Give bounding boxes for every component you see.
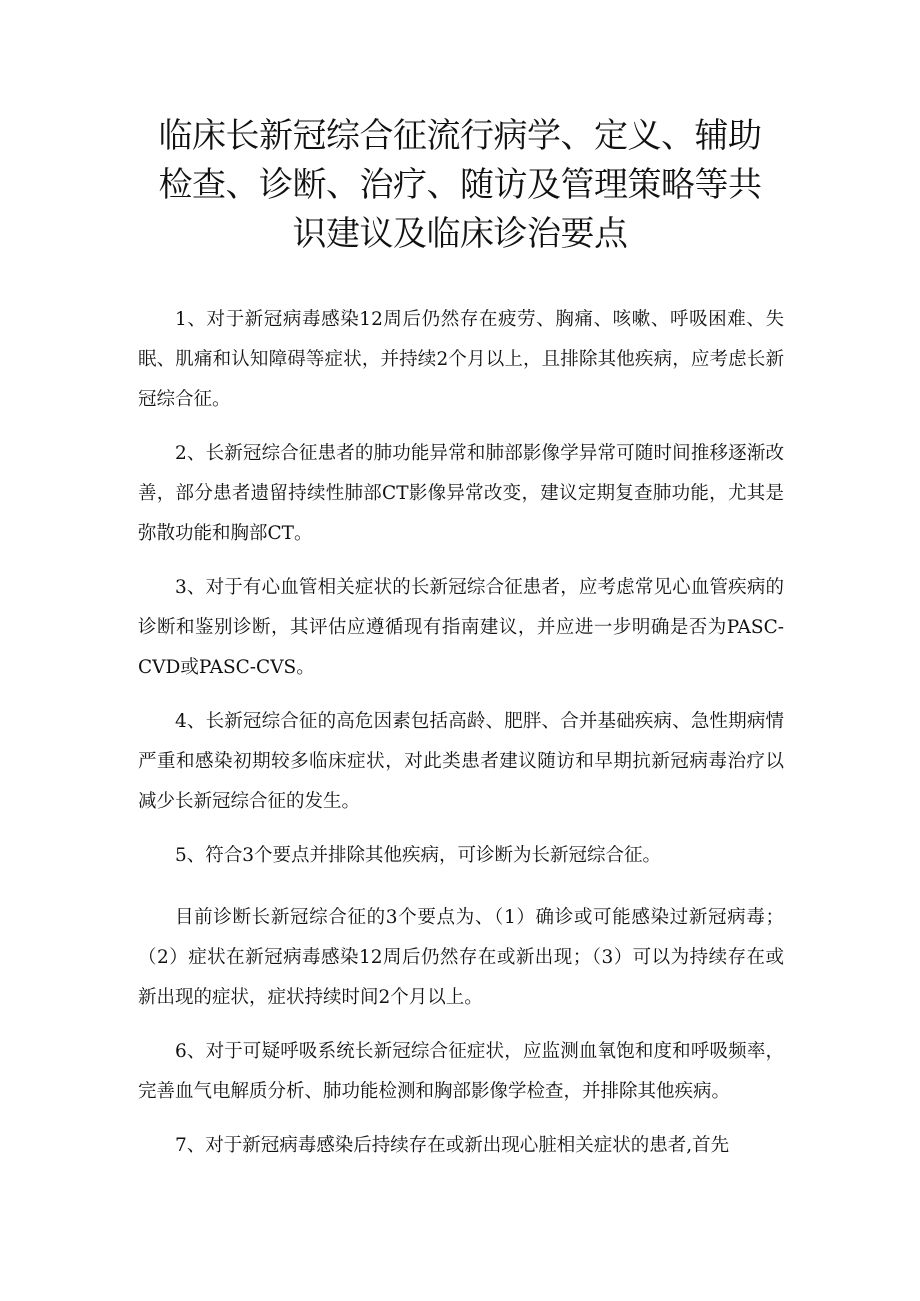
paragraph-5: 5、符合3个要点并排除其他疾病，可诊断为长新冠综合征。 [175, 845, 662, 866]
document-title: 临床长新冠综合征流行病学、定义、辅助检查、诊断、治疗、随访及管理策略等共识建议及临床诊治要点 [158, 116, 762, 254]
paragraph-1: 1、对于新冠病毒感染12周后仍然存在疲劳、胸痛、咳嗽、呼吸困难、失眠、肌痛和认知障碍等症状，并持续2个月以上，且排除其他疾病，应考虑长新冠综合征。 [138, 309, 784, 410]
paragraph-4: 4、长新冠综合征的高危因素包括高龄、肥胖、合并基础疾病、急性期病情严重和感染初期较多临床症状，对此类患者建议随访和早期抗新冠病毒治疗以减少长新冠综合征的发生。 [138, 711, 784, 812]
paragraph-6: 6、对于可疑呼吸系统长新冠综合征症状，应监测血氧饱和度和呼吸频率，完善血气电解质分析、肺功能检测和胸部影像学检查，并排除其他疾病。 [138, 1041, 784, 1102]
document-body [138, 300, 784, 1180]
paragraph-7: 7、对于新冠病毒感染后持续存在或新出现心脏相关症状的患者,首先 [175, 1135, 730, 1156]
paragraph-diagnosis-points: 目前诊断长新冠综合征的3个要点为、（1）确诊或可能感染过新冠病毒；（2）症状在新冠病毒感染12周后仍然存在或新出现；（3）可以为持续存在或新出现的症状，症状持续时间2个月以上。 [138, 907, 784, 1008]
paragraph-2: 2、长新冠综合征患者的肺功能异常和肺部影像学异常可随时间推移逐渐改善，部分患者遗留持续性肺部CT影像异常改变，建议定期复查肺功能，尤其是弥散功能和胸部CT。 [138, 443, 784, 544]
paragraph-3: 3、对于有心血管相关症状的长新冠综合征患者，应考虑常见心血管疾病的诊断和鉴别诊断，其评估应遵循现有指南建议，并应进一步明确是否为PASC-CVD或PASC-CVS。 [138, 577, 784, 678]
